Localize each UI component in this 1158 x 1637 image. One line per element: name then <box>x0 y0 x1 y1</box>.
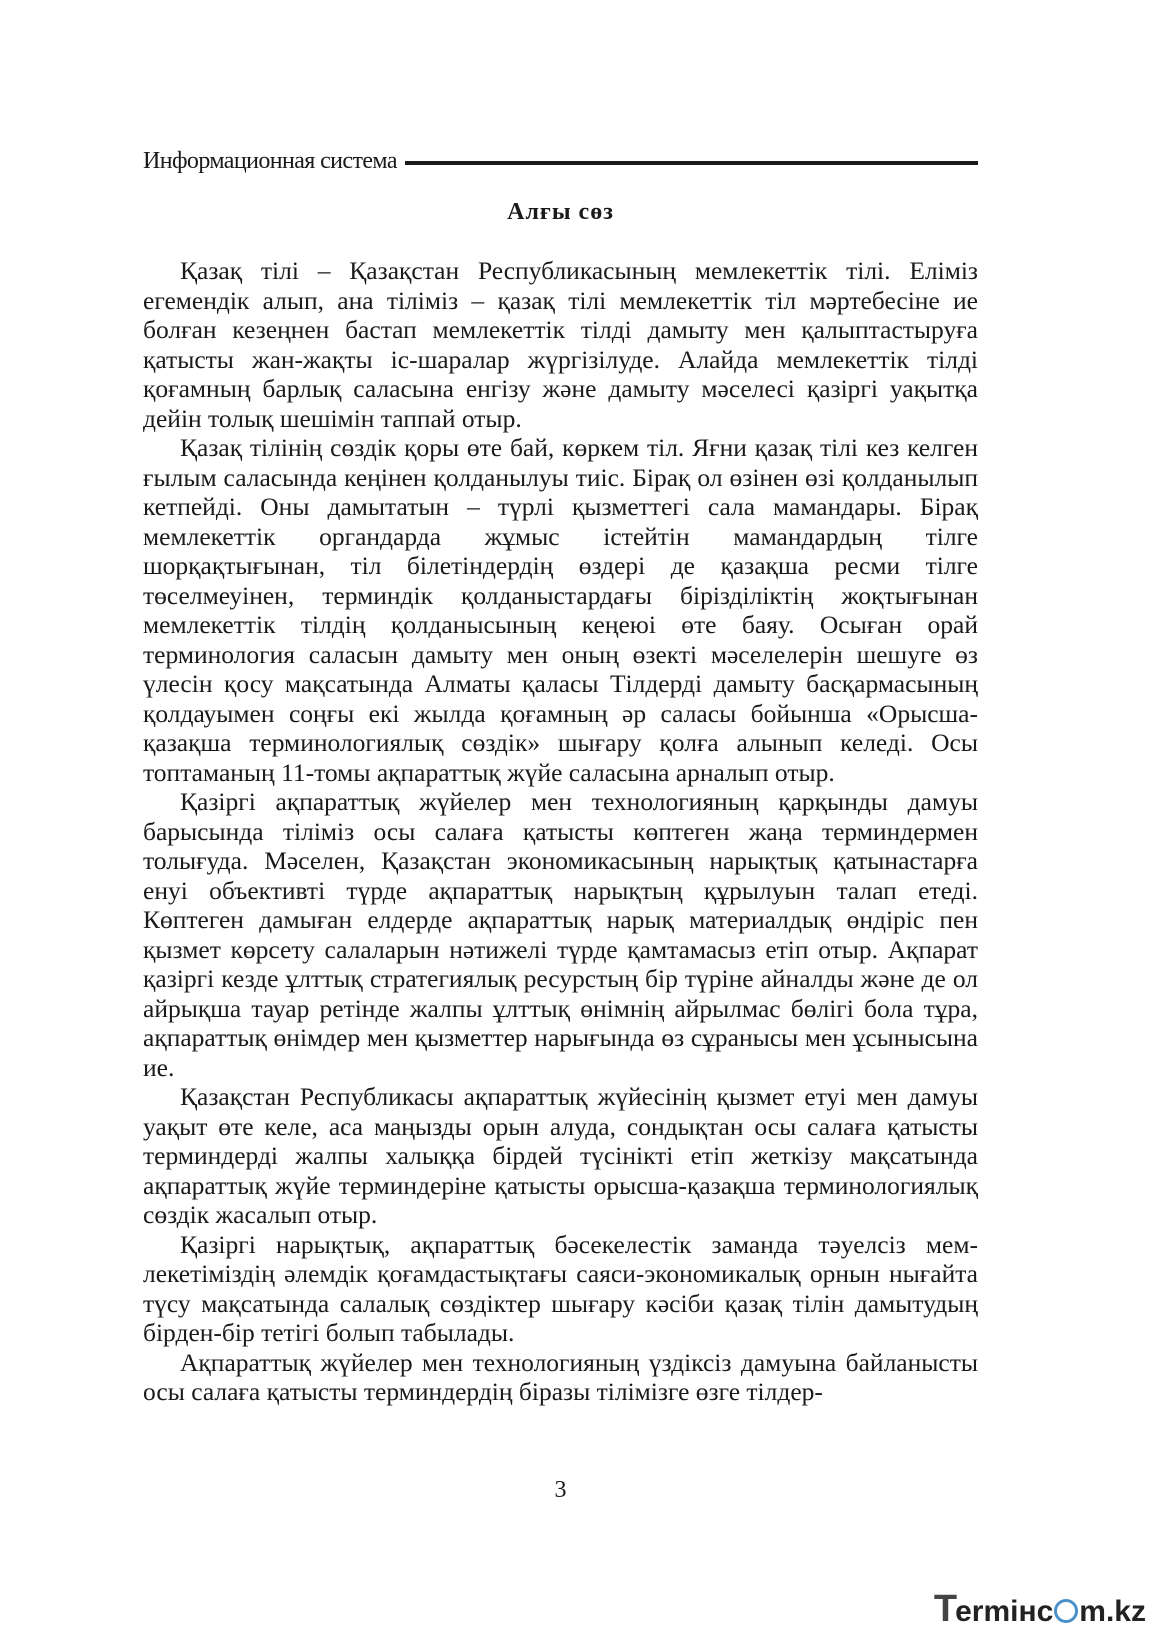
section-title: Алғы сөз <box>507 199 614 225</box>
magnifier-icon <box>1054 1599 1078 1623</box>
paragraph: Қазақ тілі – Қазақстан Республикасының мемлекеттік тілі. Еліміз егемендік алып, ана тіліміз – қазақ тілі мемлекеттік тіл мәртебесіне ие болған кезеңнен бастап мемлекеттік тілді дамыту мен қалыптастыруға қатысты жан-жақты іс-шаралар жүргізілуде. Алайда мемлекеттік тілді қоғамның барлық саласына енгізу және дамыту мәселесі қазіргі уақытқа дейін толық шешімін таппай отыр. <box>143 256 978 433</box>
paragraph: Ақпараттық жүйелер мен технологияның үздіксіз дамуына байланысты осы салаға қатысты терминдердің біразы тілімізге өзге тілдер- <box>143 1347 978 1406</box>
watermark-middle: ermінс <box>955 1595 1054 1628</box>
page-number: 3 <box>554 1477 567 1503</box>
watermark-end: m.kz <box>1079 1595 1146 1628</box>
running-title: Информационная система <box>143 148 397 174</box>
watermark-initial: T <box>933 1588 958 1630</box>
header-rule <box>405 161 978 165</box>
paragraph: Қазақстан Республикасы ақпараттық жүйесінің қызмет етуі мен дамуы уақыт өте келе, аса маңызды орын алуда, сондықтан осы салаға қатысты терминдерді жалпы халыққа бірдей түсінікті етіп жеткізу мақсатында ақпараттық жүйе терминдеріне қатысты орысша-қазақша терминологиялық сөздік жасалып отыр. <box>143 1082 978 1229</box>
paragraph: Қазіргі ақпараттық жүйелер мен технологияның қарқынды дамуы барысында тіліміз осы салаға қатысты көптеген жаңа терминдермен толығуда. Мәселен, Қазақстан экономикасының нарықтық қатынастарға енуі объективті түрде ақпараттық нарықтың құрылуын талап етеді. Көптеген дамыған елдерде ақпараттық нарық материалдық өндіріс пен қызмет көрсету салаларын нәтижелі түрде қамтамасыз етіп отыр. Ақпарат қазіргі кезде ұлттық стратегиялық ресурстың бір түріне айналды және де ол айрықша тауар ретінде жалпы ұлттық өнімнің айрылмас бөлігі бола тұра, ақпараттық өнімдер мен қызметтер нарығында өз сұранысы мен ұсынысына ие. <box>143 787 978 1082</box>
paragraph: Қазақ тілінің сөздік қоры өте бай, көркем тіл. Яғни қазақ тілі кез келген ғылым саласында кеңінен қолданылуы тиіс. Бірақ ол өзінен өзі қолданылып кетпейді. Оны дамытатын – түрлі қызметтегі сала мамандары. Бірақ мемлекеттік органдарда жұмыс істейтін мамандардың тілге шорқақтығынан, тіл білетіндердің өздері де қазақша ресми тілге төселмеуінен, терминдік қолданыстардағы бірізділіктің жоқтығынан мемлекеттік тілдің қолданысының кеңеюі өте баяу. Осыған орай терминология саласын дамыту мен оның өзекті мәселелерін шешуге өз үлесін қосу мақсатында Алматы қаласы Тілдерді дамыту басқармасының қолдауымен соңғы екі жылда қоғамның әр саласы бойынша «Орысша-қазақша терминологиялық сөздік» шығару қолға алынып келеді. Осы топтаманың 11-томы ақпараттық жүйе саласына арналып отыр. <box>143 433 978 787</box>
watermark-logo <box>934 1588 1146 1631</box>
paragraph: Қазіргі нарықтық, ақпараттық бәсекелестік заманда тәуелсіз мемлекетіміздің әлемдік қоғамдастықтағы саяси-экономикалық орнын нығайта түсу мақсатында салалық сөздіктер шығару кәсіби қазақ тілін дамытудың бірден-бір тетігі болып табылады. <box>143 1229 978 1347</box>
running-header <box>143 146 978 176</box>
body-text <box>143 256 978 1407</box>
